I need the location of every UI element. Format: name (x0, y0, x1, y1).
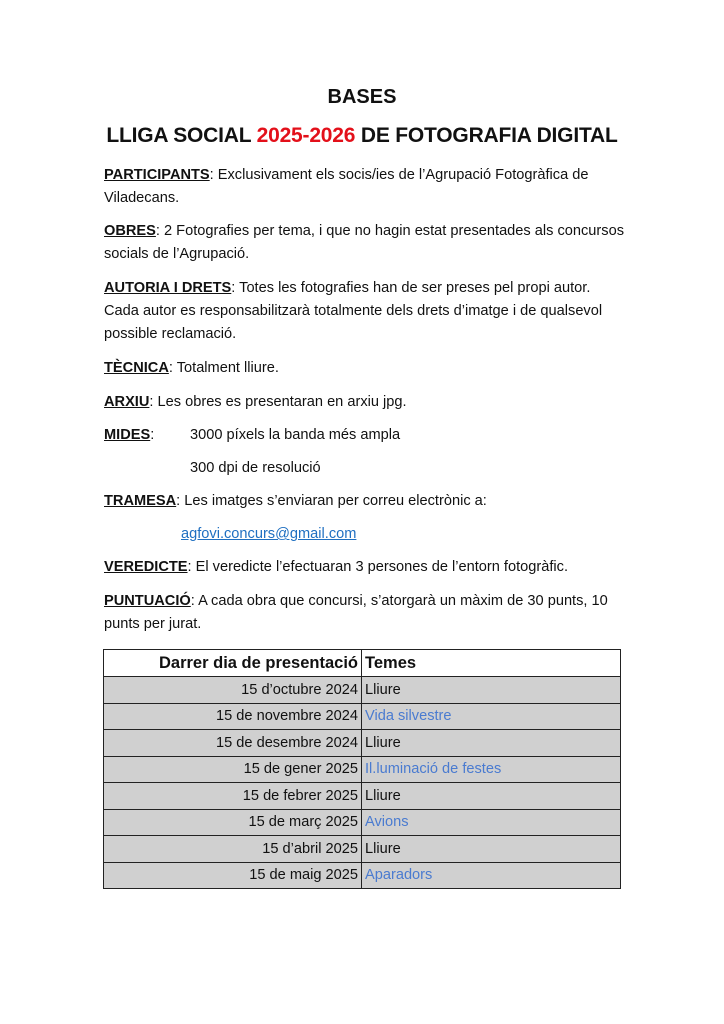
table-row (104, 677, 621, 704)
table-row (104, 862, 621, 889)
mides-line-1: 3000 píxels la banda més ampla (190, 427, 401, 443)
row-date: 15 de gener 2025 (104, 756, 362, 783)
row-theme: Lliure (362, 783, 621, 810)
row-date: 15 de novembre 2024 (104, 703, 362, 730)
row-theme: Lliure (362, 730, 621, 757)
email-link[interactable]: agfovi.concurs@gmail.com (181, 526, 357, 542)
section-label: PARTICIPANTS (104, 167, 210, 183)
subtitle-prefix: LLIGA SOCIAL (106, 124, 257, 147)
row-theme: Lliure (362, 677, 621, 704)
section-label: ARXIU (104, 394, 150, 410)
mides-line-2: 300 dpi de resolució (190, 460, 321, 476)
table-header-row (104, 650, 621, 677)
section-label: AUTORIA I DRETS (104, 280, 232, 296)
section-text: : Totalment lliure. (168, 360, 279, 376)
section-label: TRAMESA (104, 493, 177, 509)
section-text: : Les imatges s’enviaran per correu electrònic a: (176, 493, 487, 509)
section-label: MIDES (104, 427, 151, 443)
section-label: PUNTUACIÓ (104, 593, 191, 609)
section-colon: : (150, 427, 155, 443)
section-label: OBRES (104, 223, 156, 239)
table-row (104, 756, 621, 783)
section-obres (104, 220, 624, 266)
table-row (104, 703, 621, 730)
row-date: 15 de desembre 2024 (104, 730, 362, 757)
row-date: 15 de maig 2025 (104, 862, 362, 889)
row-date: 15 de febrer 2025 (104, 783, 362, 810)
section-mides (104, 424, 624, 447)
section-text: : A cada obra que concursi, s’atorgarà un màxim de 30 punts, 10 punts per jurat. (104, 593, 608, 632)
section-text: : Totes les fotografies han de ser preses pel propi autor. Cada autor es responsabilitzarà totalmente dels drets d’imatge i de qualsevol possible reclamació. (104, 280, 603, 342)
section-text: : 2 Fotografies per tema, i que no hagin estat presentades als concursos socials de l’Agrupació. (104, 223, 624, 262)
row-date: 15 de març 2025 (104, 809, 362, 836)
schedule-table (103, 649, 621, 889)
section-puntuacio (104, 590, 624, 636)
section-text: : Exclusivament els socis/ies de l’Agrupació Fotogràfica de Viladecans. (104, 167, 589, 206)
section-participants (104, 164, 624, 210)
section-label: TÈCNICA (104, 360, 169, 376)
header-deadline: Darrer dia de presentació (104, 650, 362, 677)
section-arxiu (104, 391, 624, 414)
row-theme: Lliure (362, 836, 621, 863)
row-theme: Il.luminació de festes (362, 756, 621, 783)
section-text: : Les obres es presentaran en arxiu jpg. (149, 394, 407, 410)
row-date: 15 d’abril 2025 (104, 836, 362, 863)
table-row (104, 809, 621, 836)
header-themes: Temes (362, 650, 621, 677)
document-title: BASES (327, 86, 397, 108)
row-date: 15 d’octubre 2024 (104, 677, 362, 704)
section-text: : El veredicte l’efectuaran 3 persones de l’entorn fotogràfic. (187, 559, 568, 575)
section-veredicte (104, 556, 624, 579)
row-theme: Aparadors (362, 862, 621, 889)
document-subtitle (0, 124, 724, 148)
section-label: VEREDICTE (104, 559, 188, 575)
section-tecnica (104, 357, 624, 380)
row-theme: Vida silvestre (362, 703, 621, 730)
row-theme: Avions (362, 809, 621, 836)
section-tramesa (104, 490, 624, 513)
subtitle-years: 2025-2026 (256, 124, 356, 147)
table-row (104, 836, 621, 863)
email-line (181, 523, 581, 546)
table-row (104, 783, 621, 810)
section-autoria (104, 277, 624, 346)
subtitle-suffix: DE FOTOGRAFIA DIGITAL (355, 124, 618, 147)
table-row (104, 730, 621, 757)
